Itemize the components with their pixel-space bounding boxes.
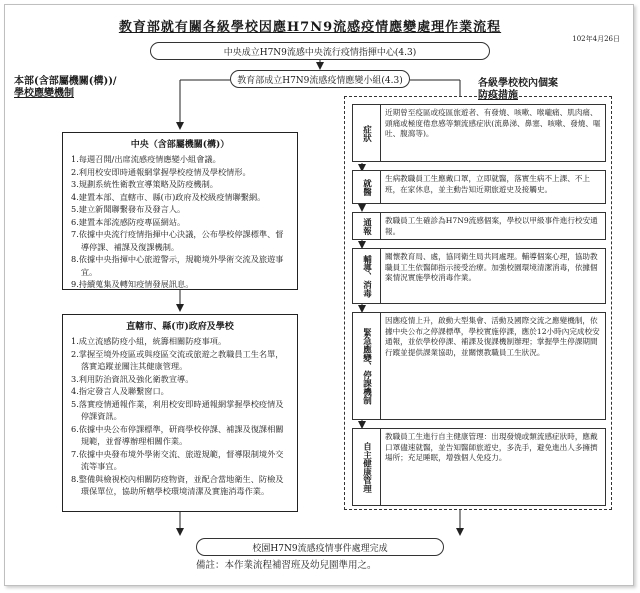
list-item: 2.利用校安即時通報網掌握學校疫情及學校情形。 [71,166,251,177]
school-measure-label: 症狀 [353,105,381,161]
page-title: 教育部就有關各級學校因應H7N9流感疫情應變處理作業流程 [118,20,502,35]
footer-note: 備註：本作業流程補習班及幼兒園準用之。 [196,560,377,571]
list-item: 5.落實疫情通報作業，利用校安即時通報網掌握學校疫情及停課資訊。 [71,398,284,421]
school-measure-label: 緊急應變、停課機制 [353,313,381,419]
list-item: 4.建置本部、直轄市、縣(市)政府及校級疫情聯繫網。 [71,191,266,202]
list-item: 5.建立新聞聯繫發布及發言人。 [71,204,186,214]
school-measure-label: 就醫 [353,171,381,203]
school-measure-row [352,104,606,162]
right-tag-line-2: 防疫措施 [478,90,518,101]
school-measure-label: 自主健康管理 [353,429,381,505]
central-agency-box [62,132,298,290]
list-item: 3.利用防治資訊及強化衛教宣導。 [71,373,194,384]
moe-response-team-node: 教育部成立H7N9流感疫情應變小組(4.3) [230,70,410,88]
list-item: 2.掌握至境外疫區或與疫區交流或旅遊之教職員工生名單，落實追蹤並關注其健康管理。 [71,348,284,371]
left-tag-line-1: 本部(含部屬機關(構))/ [14,76,117,87]
school-measure-text: 近期曾至疫區或疫區旅遊者、有發燒、咳嗽、喉嚨痛、肌肉痛、頭痛或極度倦怠感等類流感症狀(流鼻涕、鼻塞、咳嗽、發燒、嘔吐、腹瀉等)。 [385,108,601,138]
school-measure-text: 生病教職員工生應戴口罩，立即就醫，落實生病不上課、不上班，在家休息，並主動告知近期旅遊史及接觸史。 [385,174,591,194]
list-item: 1.每週召開/出席流感疫情應變小組會議。 [71,154,221,164]
list-item: 1.成立流感防疫小組，統籌相關防疫事項。 [71,336,227,346]
left-column-tag [14,76,117,100]
school-measure-text: 教職員工生確診為H7N9流感個案，學校以甲級事件進行校安通報。 [385,216,598,236]
list-item: 6.建置本部流感防疫專區網站。 [71,216,186,227]
school-measure-row [352,428,606,506]
central-agency-title: 中央（含部屬機關(構)） [130,140,230,150]
central-command-node: 中央成立H7N9流感中央流行疫情指揮中心(4.3) [150,42,490,60]
completion-node: 校園H7N9流感疫情事件處理完成 [196,538,444,556]
right-tag-line-1: 各級學校校內個案 [478,78,558,89]
school-measure-row [352,170,606,204]
document-date: 102年4月26日 [572,35,620,43]
school-measure-row [352,248,606,304]
central-agency-list [63,153,297,291]
school-measure-text: 教職員工生進行自主健康管理：出現發燒或類流感症狀時，應戴口罩儘速就醫，並告知醫師旅遊史，多洗手，避免進出人多擁擠場所；充足睡眠，增強個人免疫力。 [385,432,598,462]
school-measure-label: 輔導、消毒 [353,249,381,303]
list-item: 8.整備與檢視校內相關防疫物資，並配合當地衛生、防檢及環保單位，協助所轄學校環境清潔及實施消毒作業。 [71,473,284,496]
school-measure-row [352,312,606,420]
list-item: 4.指定發言人及聯繫窗口。 [71,386,169,396]
school-measures-rows [352,104,606,514]
local-government-list [63,335,297,498]
local-government-box [62,314,298,512]
list-item: 7.依據中央發布境外學術交流、旅遊規範，督導限制境外交流等事宜。 [71,448,284,471]
list-item: 9.持續蒐集及轉知疫情發展訊息。 [71,279,194,289]
left-tag-line-2: 學校應變機制 [14,88,74,99]
school-measure-label: 通報 [353,213,381,239]
school-measure-text: 因應疫情上升，啟動大型集會、活動及國際交流之應變機制，依據中央公布之停課標準，學校實施停課，應於12小時內完成校安通報，並依學校停課、補課及復課機制辦理；掌握學生停課期間行蹤並提供課業協助，並關懷教職員工生狀況。 [385,316,600,357]
list-item: 7.依據中央流行疫情指揮中心決議，公布學校停課標準、督導停課、補課及復課機制。 [71,229,284,252]
list-item: 3.規劃系統性衛教宣導策略及防疫機制。 [71,179,218,189]
school-measure-text: 關懷教育局、處，協同衛生局共同處理。輔導個案心理，協助教職員工生依醫師指示接受治療。加強校園環境清潔消毒，依據個案情況實施學校消毒作業。 [385,252,598,282]
school-measure-row [352,212,606,240]
list-item: 8.依據中央指揮中心旅遊警示，規範境外學術交流及旅遊事宜。 [71,254,284,277]
list-item: 6.依據中央公布停課標準，研商學校停課、補課及復課相關規範，並督導辦理相關作業。 [71,423,284,446]
local-government-title: 直轄市、縣(市)政府及學校 [126,322,234,332]
